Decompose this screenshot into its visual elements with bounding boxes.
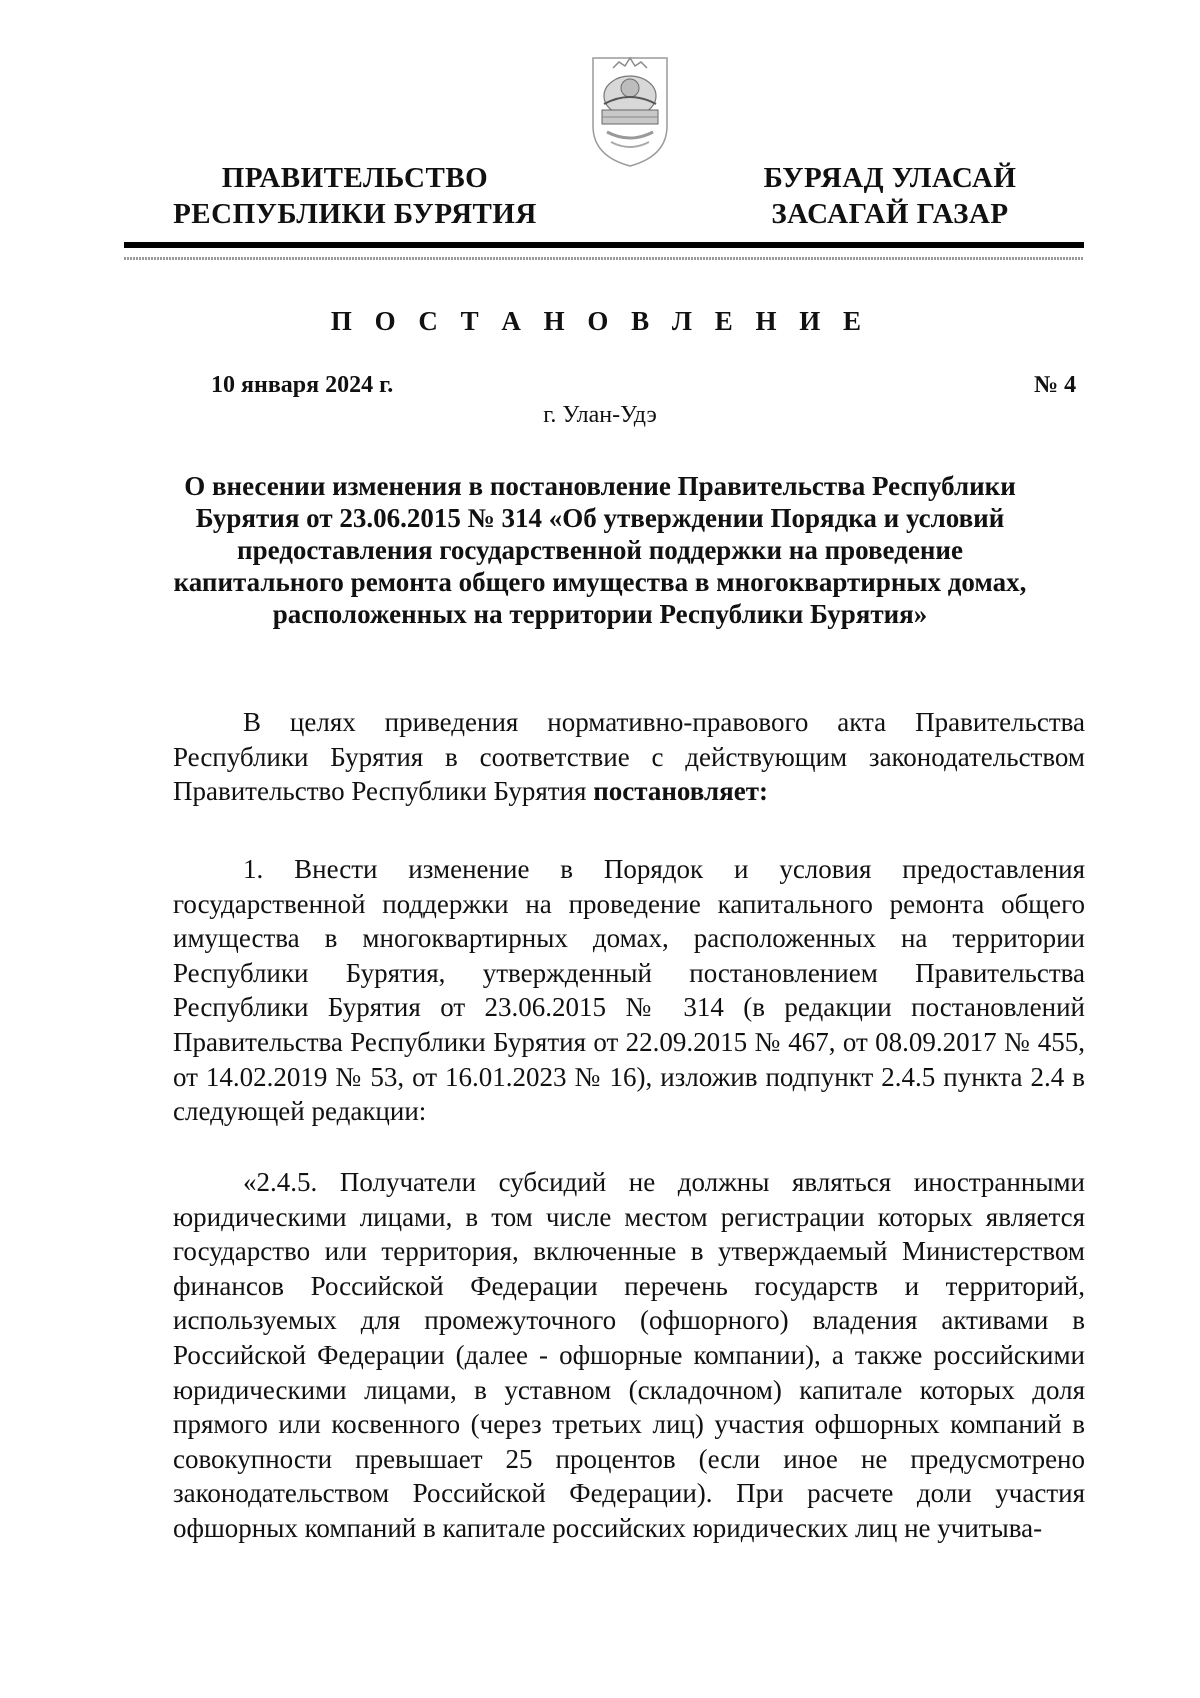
header-divider-thick <box>124 242 1084 248</box>
org-name-buryat-line2: ЗАСАГАЙ ГАЗАР <box>771 198 1009 230</box>
document-city: г. Улан-Удэ <box>543 402 657 428</box>
document-number: № 4 <box>1034 372 1077 398</box>
document-date: 10 января 2024 г. <box>211 372 394 398</box>
paragraph-item-1: 1. Внести изменение в Порядок и условия предоставления государственной поддержки на проведение капитального ремонта общего имущества в многоквартирных домах, расположенных на территории Республики Бурятия, утвержденный постановлением Правительства Республики Бурятия от 23.06.2015 № 314 (в редакции постановлений Правительства Республики Бурятия от 22.09.2015 № 467, от 08.09.2017 № 455, от 14.02.2019 № 53, от 16.01.2023 № 16), изложив подпункт 2.4.5 пункта 2.4 в следующей редакции: <box>173 854 1085 1127</box>
header-divider-thin <box>124 257 1084 260</box>
org-name-buryat <box>745 160 1035 232</box>
org-name-buryat-line1: БУРЯАД УЛАСАЙ <box>763 162 1017 194</box>
coat-of-arms-icon <box>589 52 671 170</box>
document-title: О внесении изменения в постановление Правительства Республики Бурятия от 23.06.2015 № 314 «Об утверждении Порядка и условий предоставления государственной поддержки на проведение капитального ремонта общего имущества в многоквартирных домах, расположенных на территории Республики Бурятия» <box>173 471 1027 629</box>
org-name-russian-line2: РЕСПУБЛИКИ БУРЯТИЯ <box>173 198 537 230</box>
org-name-russian <box>170 160 540 232</box>
preamble-text: В целях приведения нормативно-правового акта Правительства Республики Бурятия в соответствие с действующим законодательством Правительство Республики Бурятия <box>173 707 1085 807</box>
org-name-russian-line1: ПРАВИТЕЛЬСТВО <box>221 162 489 194</box>
paragraph-item-2-4-5: «2.4.5. Получатели субсидий не должны являться иностранными юридическими лицами, в том числе местом регистрации которых является государство или территория, включенные в утверждаемый Министерством финансов Российской Федерации перечень государств и территорий, используемых для промежуточного (офшорного) владения активами в Российской Федерации (далее - офшорные компании), а также российскими юридическими лицами, в уставном (складочном) капитале которых доля прямого или косвенного (через третьих лиц) участия офшорных компаний в совокупности превышает 25 процентов (если иное не предусмотрено законодательством Российской Федерации). При расчете доли участия офшорных компаний в капитале российских юридических лиц не учитыва- <box>173 1167 1085 1543</box>
paragraph-preamble <box>173 705 1085 809</box>
preamble-resolution-word: постановляет: <box>593 776 768 807</box>
document-type: П О С Т А Н О В Л Е Н И Е <box>330 306 870 336</box>
